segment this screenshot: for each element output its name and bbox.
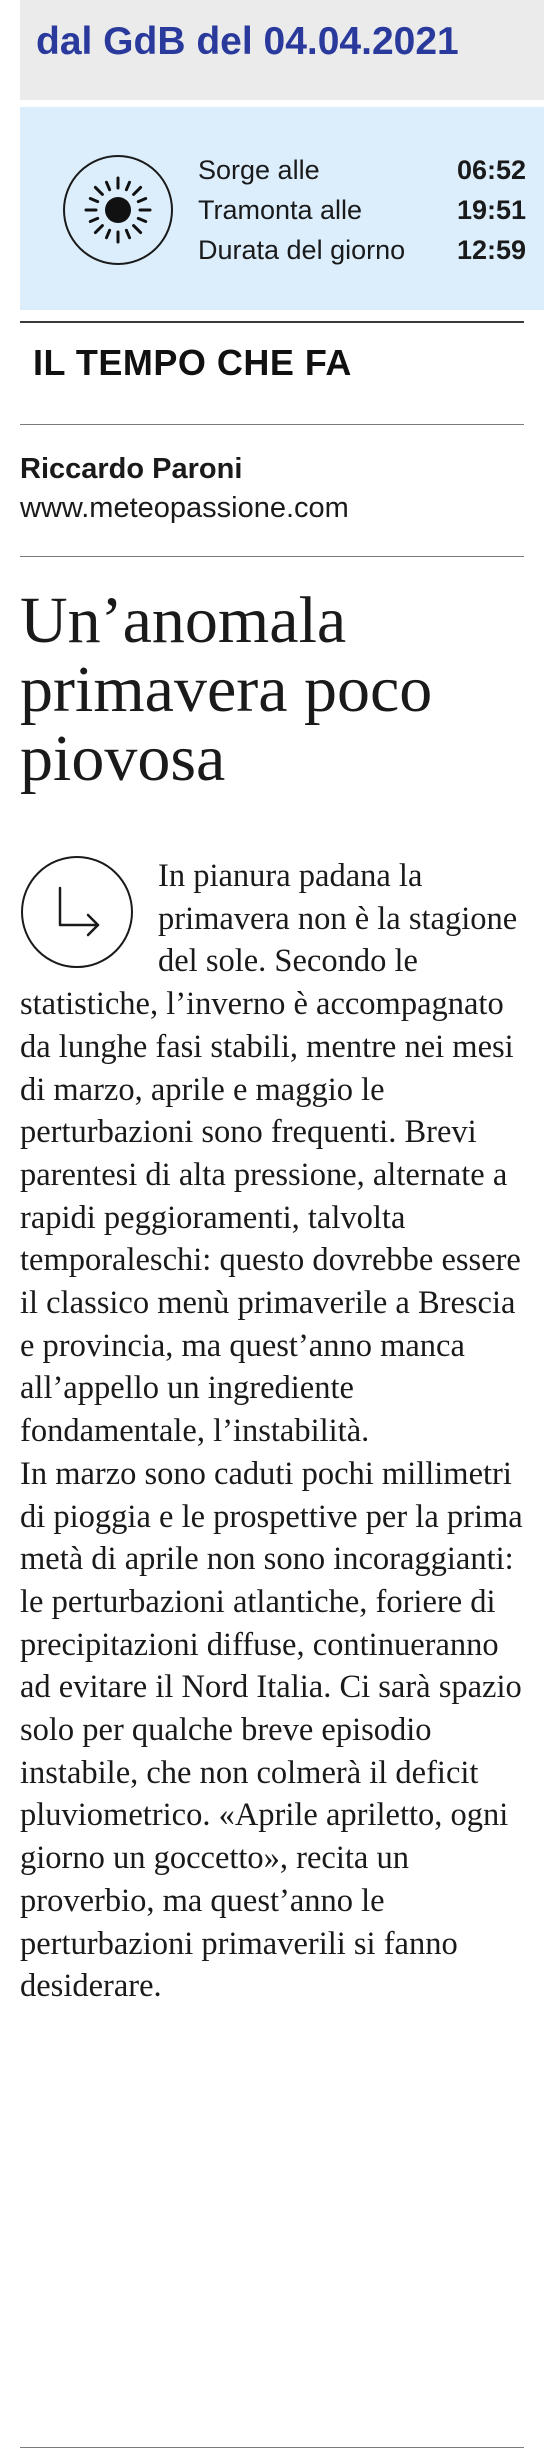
author-website: www.meteopassione.com	[20, 492, 349, 524]
divider	[20, 556, 524, 557]
day-length-label: Durata del giorno	[198, 235, 406, 265]
day-length-value: 12:59	[456, 235, 526, 265]
divider	[20, 424, 524, 425]
author-name: Riccardo Paroni	[20, 453, 243, 485]
date-header: dal GdB del 04.04.2021	[36, 20, 459, 63]
divider	[20, 321, 524, 323]
sunset-time: 19:51	[456, 195, 526, 225]
day-length-row	[198, 230, 528, 270]
sunset-row	[198, 190, 528, 230]
article-body	[20, 855, 530, 2008]
article-headline: Un’anomala primavera poco piovosa	[20, 584, 433, 795]
sunset-label: Tramonta alle	[198, 195, 363, 225]
sun-icon	[63, 155, 173, 265]
arrow-down-right-icon	[20, 855, 134, 969]
divider	[20, 2447, 524, 2448]
article-paragraph: In pianura padana la primavera non è la stagione del sole. Secondo le statistiche, l’inverno è accompagnato da lunghe fasi stabili, mentre nei mesi di marzo, aprile e maggio le perturbazioni sono frequenti. Brevi parentesi di alta pressione, alternate a rapidi peggioramenti, talvolta temporaleschi: questo dovrebbe essere il classico menù primaverile a Brescia e provincia, ma quest’anno manca all’appello un ingrediente fondamentale, l’instabilità.	[20, 858, 521, 1450]
section-title: IL TEMPO CHE FA	[33, 342, 352, 383]
sunrise-label: Sorge alle	[198, 155, 320, 185]
sunrise-row	[198, 150, 528, 190]
article-paragraph: In marzo sono caduti pochi millimetri di pioggia e le prospettive per la prima metà di aprile non sono incoraggianti: le perturbazioni atlantiche, foriere di precipitazioni diffuse, continueranno ad evitare il Nord Italia. Ci sarà spazio solo per qualche breve episodio instabile, che non colmerà il deficit pluviometrico. «Aprile apriletto, ogni giorno un goccetto», recita un proverbio, ma quest’anno le perturbazioni primaverili si fanno desiderare.	[20, 1455, 523, 2005]
sunrise-time: 06:52	[456, 155, 526, 185]
